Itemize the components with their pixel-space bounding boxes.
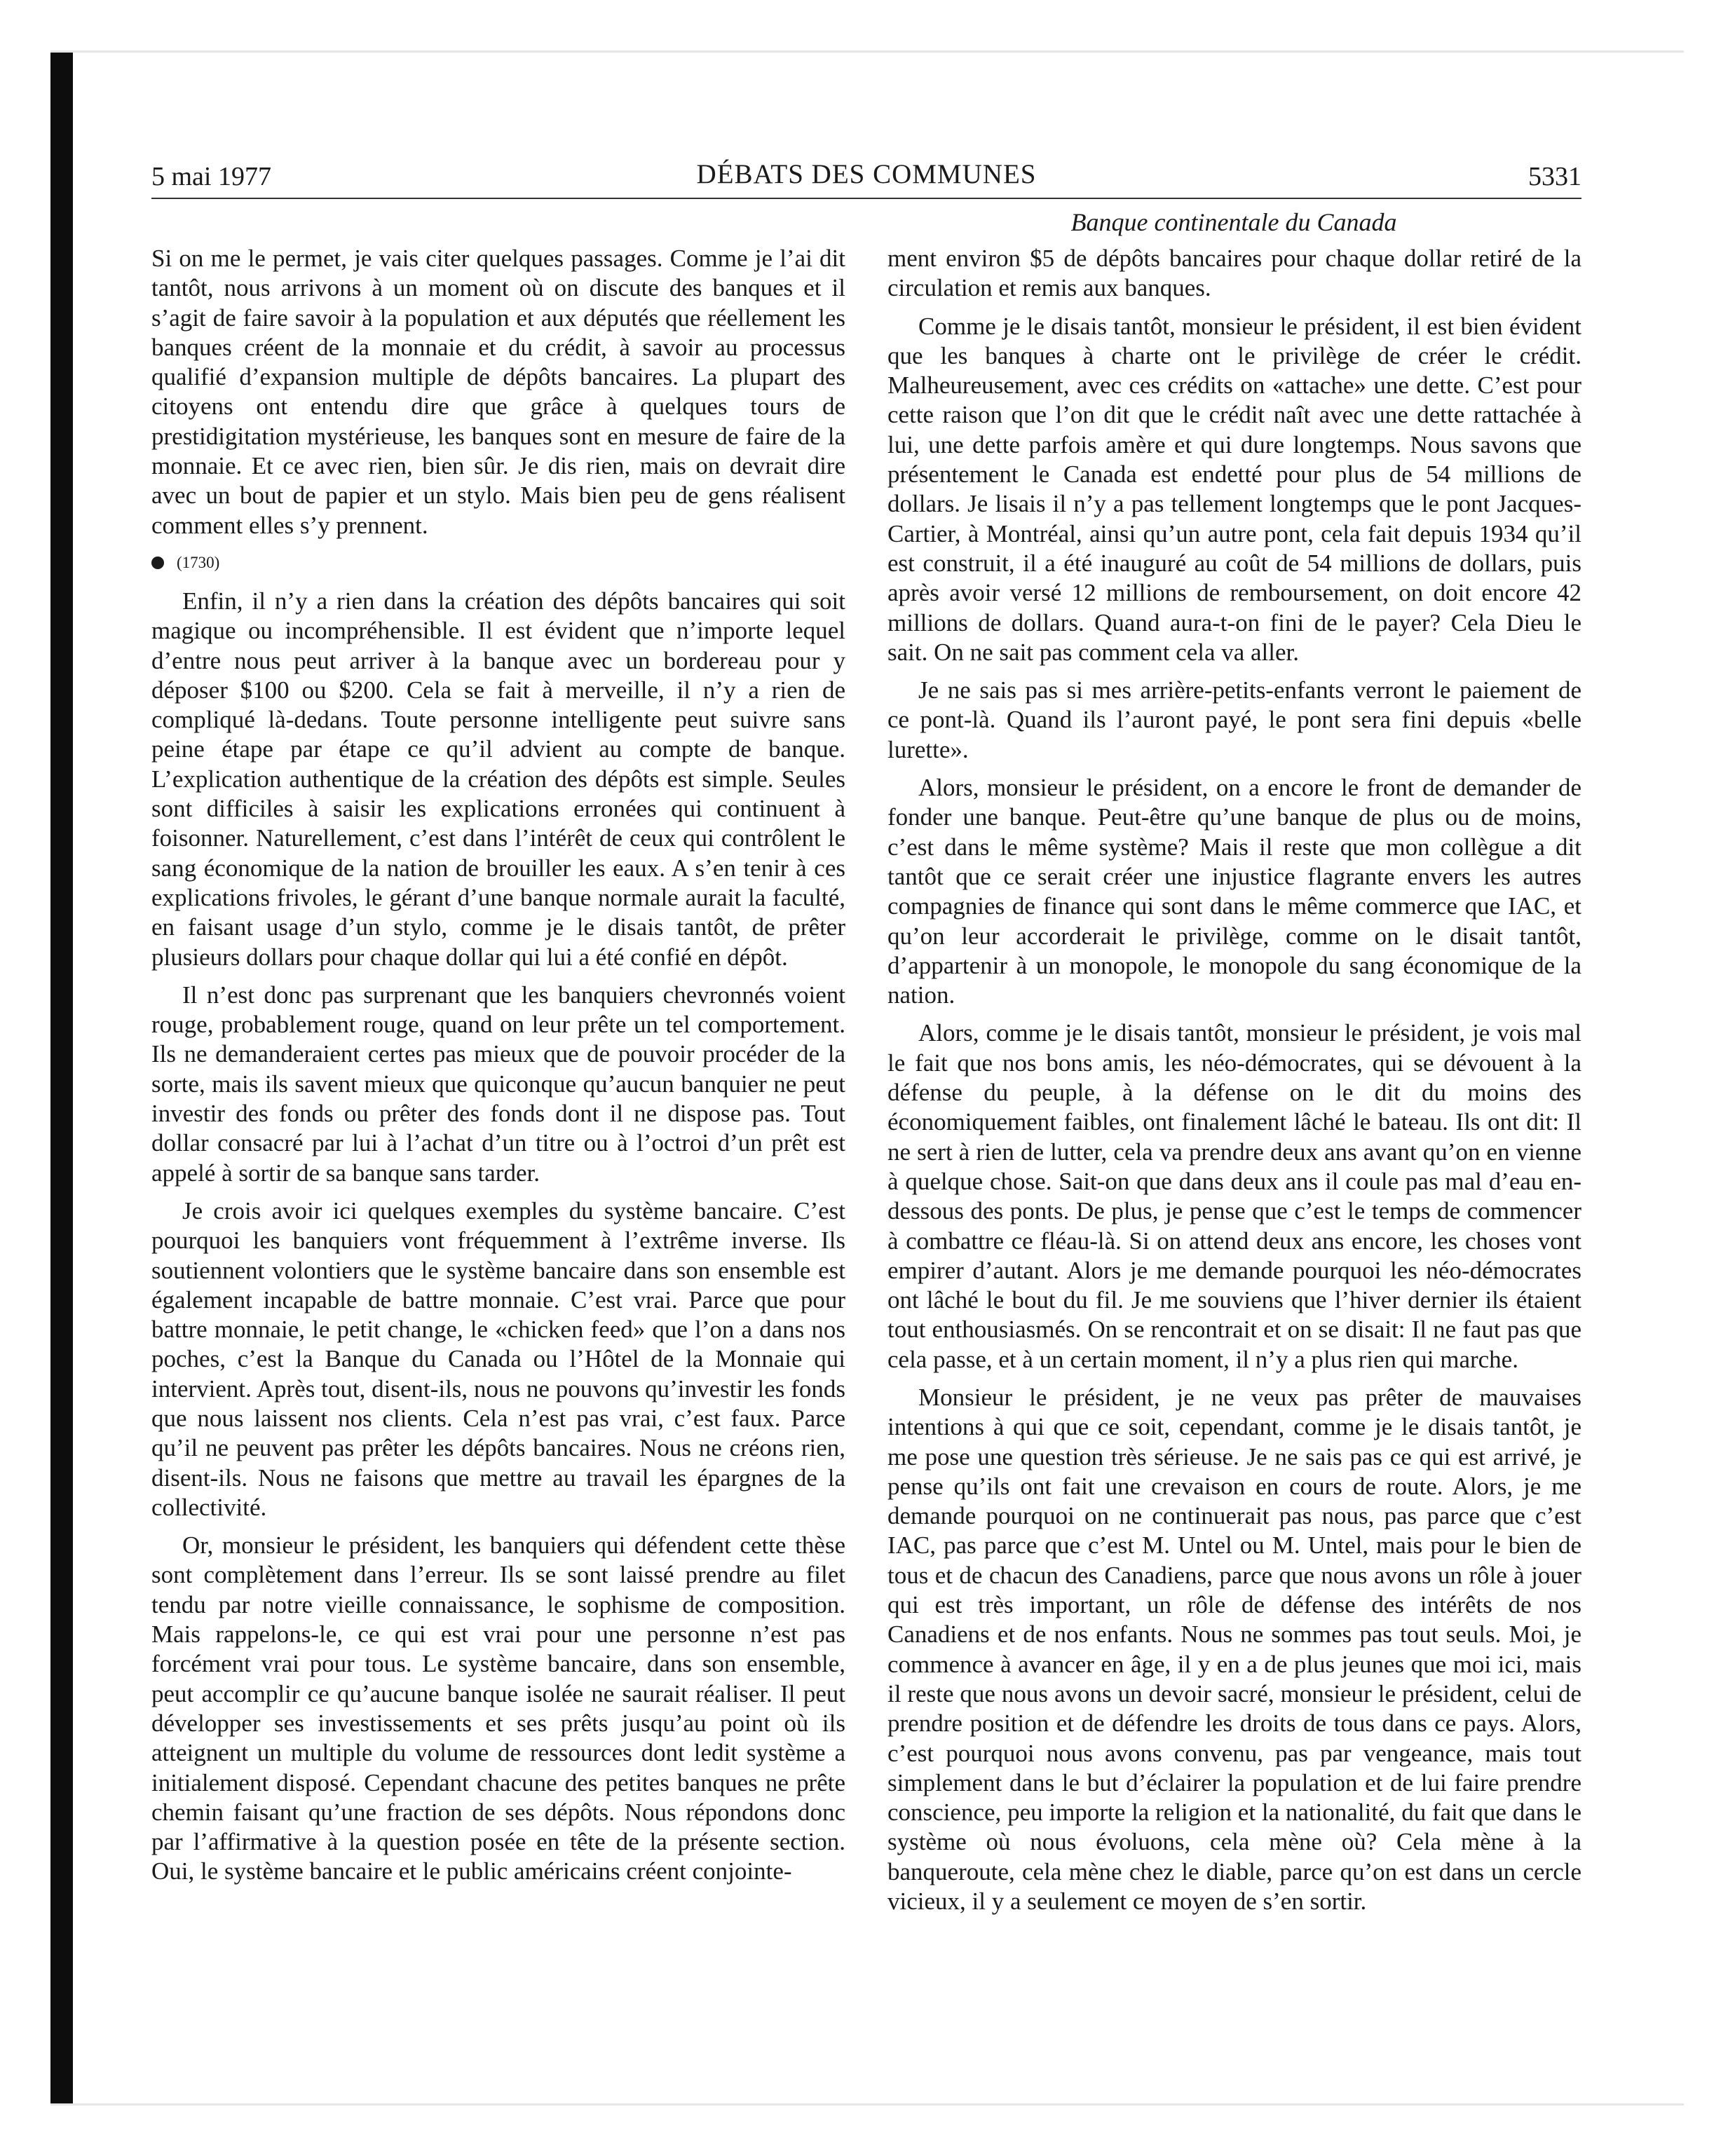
paragraph: Alors, monsieur le président, on a encore le front de demander de fonder une banque. Peut-être qu’une banque de plus ou de moins, c’est dans le même système? Mais il reste que mon collègue a dit tantôt que ce serait créer une injustice flagrante envers les autres compagnies de finance qui sont dans le même commerce que IAC, et qu’on leur accorderait le privilège, comme on le disait tantôt, d’appartenir à un monopole, le monopole du sang économique de la nation. [887,774,1581,1009]
time-marker-text: (1730) [177,553,220,571]
header-page-number: 5331 [1528,162,1581,191]
header-rule [151,198,1581,199]
paragraph: Si on me le permet, je vais citer quelques passages. Comme je l’ai dit tantôt, nous arrivons à un moment où on discute des banques et il s’agit de faire savoir à la population et aux députés que réellement les banques créent de la monnaie et du crédit, à savoir au processus qualifié d’expansion multiple de dépôts bancaires. La plupart des citoyens ont entendu dire que grâce à quelques tours de prestidigitation mystérieuse, les banques sont en mesure de faire de la monnaie. Et ce avec rien, bien sûr. Je dis rien, mais on devrait dire avec un bout de papier et un stylo. Mais bien peu de gens réalisent comment elles s’y prennent. [151,245,845,539]
paragraph: Il n’est donc pas surprenant que les banquiers chevronnés voient rouge, probablement rouge, quand on leur prête un tel comportement. Ils ne demanderaient certes pas mieux que de pouvoir procéder de la sorte, mais ils savent mieux que quiconque qu’aucun banquier ne peut investir des fonds ou prêter des fonds dont il ne dispose pas. Tout dollar consacré par lui à l’achat d’un titre ou à l’octroi d’un prêt est appelé à sortir de sa banque sans tarder. [151,981,845,1187]
paragraph: Je ne sais pas si mes arrière-petits-enfants verront le paiement de ce pont-là. Quand ils l’auront payé, le pont sera fini depuis «belle lurette». [887,676,1581,763]
scan-border-bottom [50,2103,1684,2106]
header-title: DÉBATS DES COMMUNES [696,159,1037,189]
time-marker [151,549,845,577]
header-date: 5 mai 1977 [151,162,271,191]
paragraph: Je crois avoir ici quelques exemples du système bancaire. C’est pourquoi les banquiers vont fréquemment à l’extrême inverse. Ils soutiennent volontiers que le système bancaire dans son ensemble est également incapable de battre monnaie. C’est vrai. Parce que pour battre monnaie, le petit change, le «chicken feed» que l’on a dans nos poches, c’est la Banque du Canada ou l’Hôtel de la Monnaie qui intervient. Après tout, disent-ils, nous ne pouvons qu’investir les fonds que nous laissent nos clients. Cela n’est pas vrai, c’est faux. Parce qu’il ne peuvent pas prêter les dépôts bancaires. Nous ne créons rien, disent-ils. Nous ne faisons que mettre au travail les épargnes de la collectivité. [151,1196,845,1521]
scan-border-top [50,50,1684,53]
paragraph: Or, monsieur le président, les banquiers qui défendent cette thèse sont complètement dans l’erreur. Ils se sont laissé prendre au filet tendu par notre vieille connaissance, le sophisme de composition. Mais rappelons-le, ce qui est vrai pour une personne n’est pas forcément vrai pour tous. Le système bancaire, dans son ensemble, peut accomplir ce qu’aucune banque isolée ne saurait réaliser. Il peut développer ses investissements et ses prêts jusqu’au point où ils atteignent un multiple du volume de ressources dont ledit système a initialement disposé. Cependant chacune des petites banques ne prête chemin faisant qu’une fraction de ses dépôts. Nous répondons donc par l’affirmative à la question posée en tête de la présente section. Oui, le système bancaire et le public américains créent conjointe- [151,1531,845,1885]
page-header [151,158,1581,198]
paragraph: ment environ $5 de dépôts bancaires pour chaque dollar retiré de la circulation et remis aux banques. [887,245,1581,302]
right-column [887,244,1581,1916]
scan-border-left [50,50,73,2106]
paragraph: Enfin, il n’y a rien dans la création des dépôts bancaires qui soit magique ou incompréhensible. Il est évident que n’importe lequel d’entre nous peut arriver à la banque avec un bordereau pour y déposer $100 ou $200. Cela se fait à merveille, il n’y a rien de compliqué là-dedans. Toute personne intelligente peut suivre sans peine étape par étape ce qu’il advient au compte de banque. L’explication authentique de la création des dépôts est simple. Seules sont difficiles à saisir les explications erronées qui continuent à foisonner. Naturellement, c’est dans l’intérêt de ceux qui contrôlent le sang économique de la nation de brouiller les eaux. A s’en tenir à ces explications frivoles, le gérant d’une banque normale aurait la faculté, en faisant usage d’un stylo, comme je le disais tantôt, de prêter plusieurs dollars pour chaque dollar qui lui a été confié en dépôt. [151,587,845,971]
paragraph: Monsieur le président, je ne veux pas prêter de mauvaises intentions à qui que ce soit, cependant, comme je le disais tantôt, je me pose une question très sérieuse. Je ne sais pas ce qui est arrivé, je pense qu’ils ont fait une crevaison en cours de route. Alors, je me demande pourquoi on ne continuerait pas nous, pas parce que c’est IAC, pas parce que c’est M. Untel ou M. Untel, mais pour le bien de tous et de chacun des Canadiens, parce que nous avons un rôle à jouer qui est très important, un rôle de défense des intérêts de nos Canadiens et de nos enfants. Nous ne sommes pas tout seuls. Moi, je commence à avancer en âge, il y en a de plus jeunes que moi ici, mais il reste que nous avons un devoir sacré, monsieur le président, celui de prendre position et de défendre les droits de tous dans ce pays. Alors, c’est pourquoi nous avons convenu, pas par vengeance, mais tout simplement dans le but d’éclairer la population et de lui faire prendre conscience, peu importe la religion et la nationalité, du fait que dans le système où nous évoluons, cela mène où? Cela mène à la banqueroute, cela mène chez le diable, parce qu’on est dans un cercle vicieux, il y a seulement ce moyen de s’en sortir. [887,1383,1581,1916]
bullet-icon [151,557,164,569]
section-subtitle: Banque continentale du Canada [1070,208,1397,236]
paragraph: Comme je le disais tantôt, monsieur le président, il est bien évident que les banques à charte ont le privilège de créer le crédit. Malheureusement, avec ces crédits on «attache» une dette. C’est pour cette raison que l’on dit que le crédit naît avec une dette rattachée à lui, une dette parfois amère et qui dure longtemps. Nous savons que présentement le Canada est endetté pour plus de 54 millions de dollars. Je lisais il n’y a pas tellement longtemps que le pont Jacques-Cartier, à Montréal, ainsi qu’un autre pont, cela fait depuis 1934 qu’il est construit, il a été inauguré au coût de 54 millions de dollars, puis après avoir versé 12 millions de remboursement, on doit encore 42 millions de dollars. Quand aura-t-on fini de le payer? Cela Dieu le sait. On ne sait pas comment cela va aller. [887,312,1581,666]
paragraph: Alors, comme je le disais tantôt, monsieur le président, je vois mal le fait que nos bons amis, les néo-démocrates, qui se dévouent à la défense du peuple, à la défense on le dit du moins des économiquement faibles, ont finalement lâché le bateau. Ils ont dit: Il ne sert à rien de lutter, cela va prendre deux ans avant qu’on en vienne à quelque chose. Sait-on que dans deux ans il coule pas mal d’eau en-dessous des ponts. De plus, je pense que c’est le temps de commencer à combattre ce fléau-là. Si on attend deux ans encore, les choses vont empirer d’autant. Alors je me demande pourquoi les néo-démocrates ont lâché le bout du fil. Je me souviens que l’hiver dernier ils étaient tout enthousiasmés. On se rencontrait et on se disait: Il ne faut pas que cela passe, et à un certain moment, il n’y a plus rien qui marche. [887,1019,1581,1373]
left-column [151,244,845,1887]
